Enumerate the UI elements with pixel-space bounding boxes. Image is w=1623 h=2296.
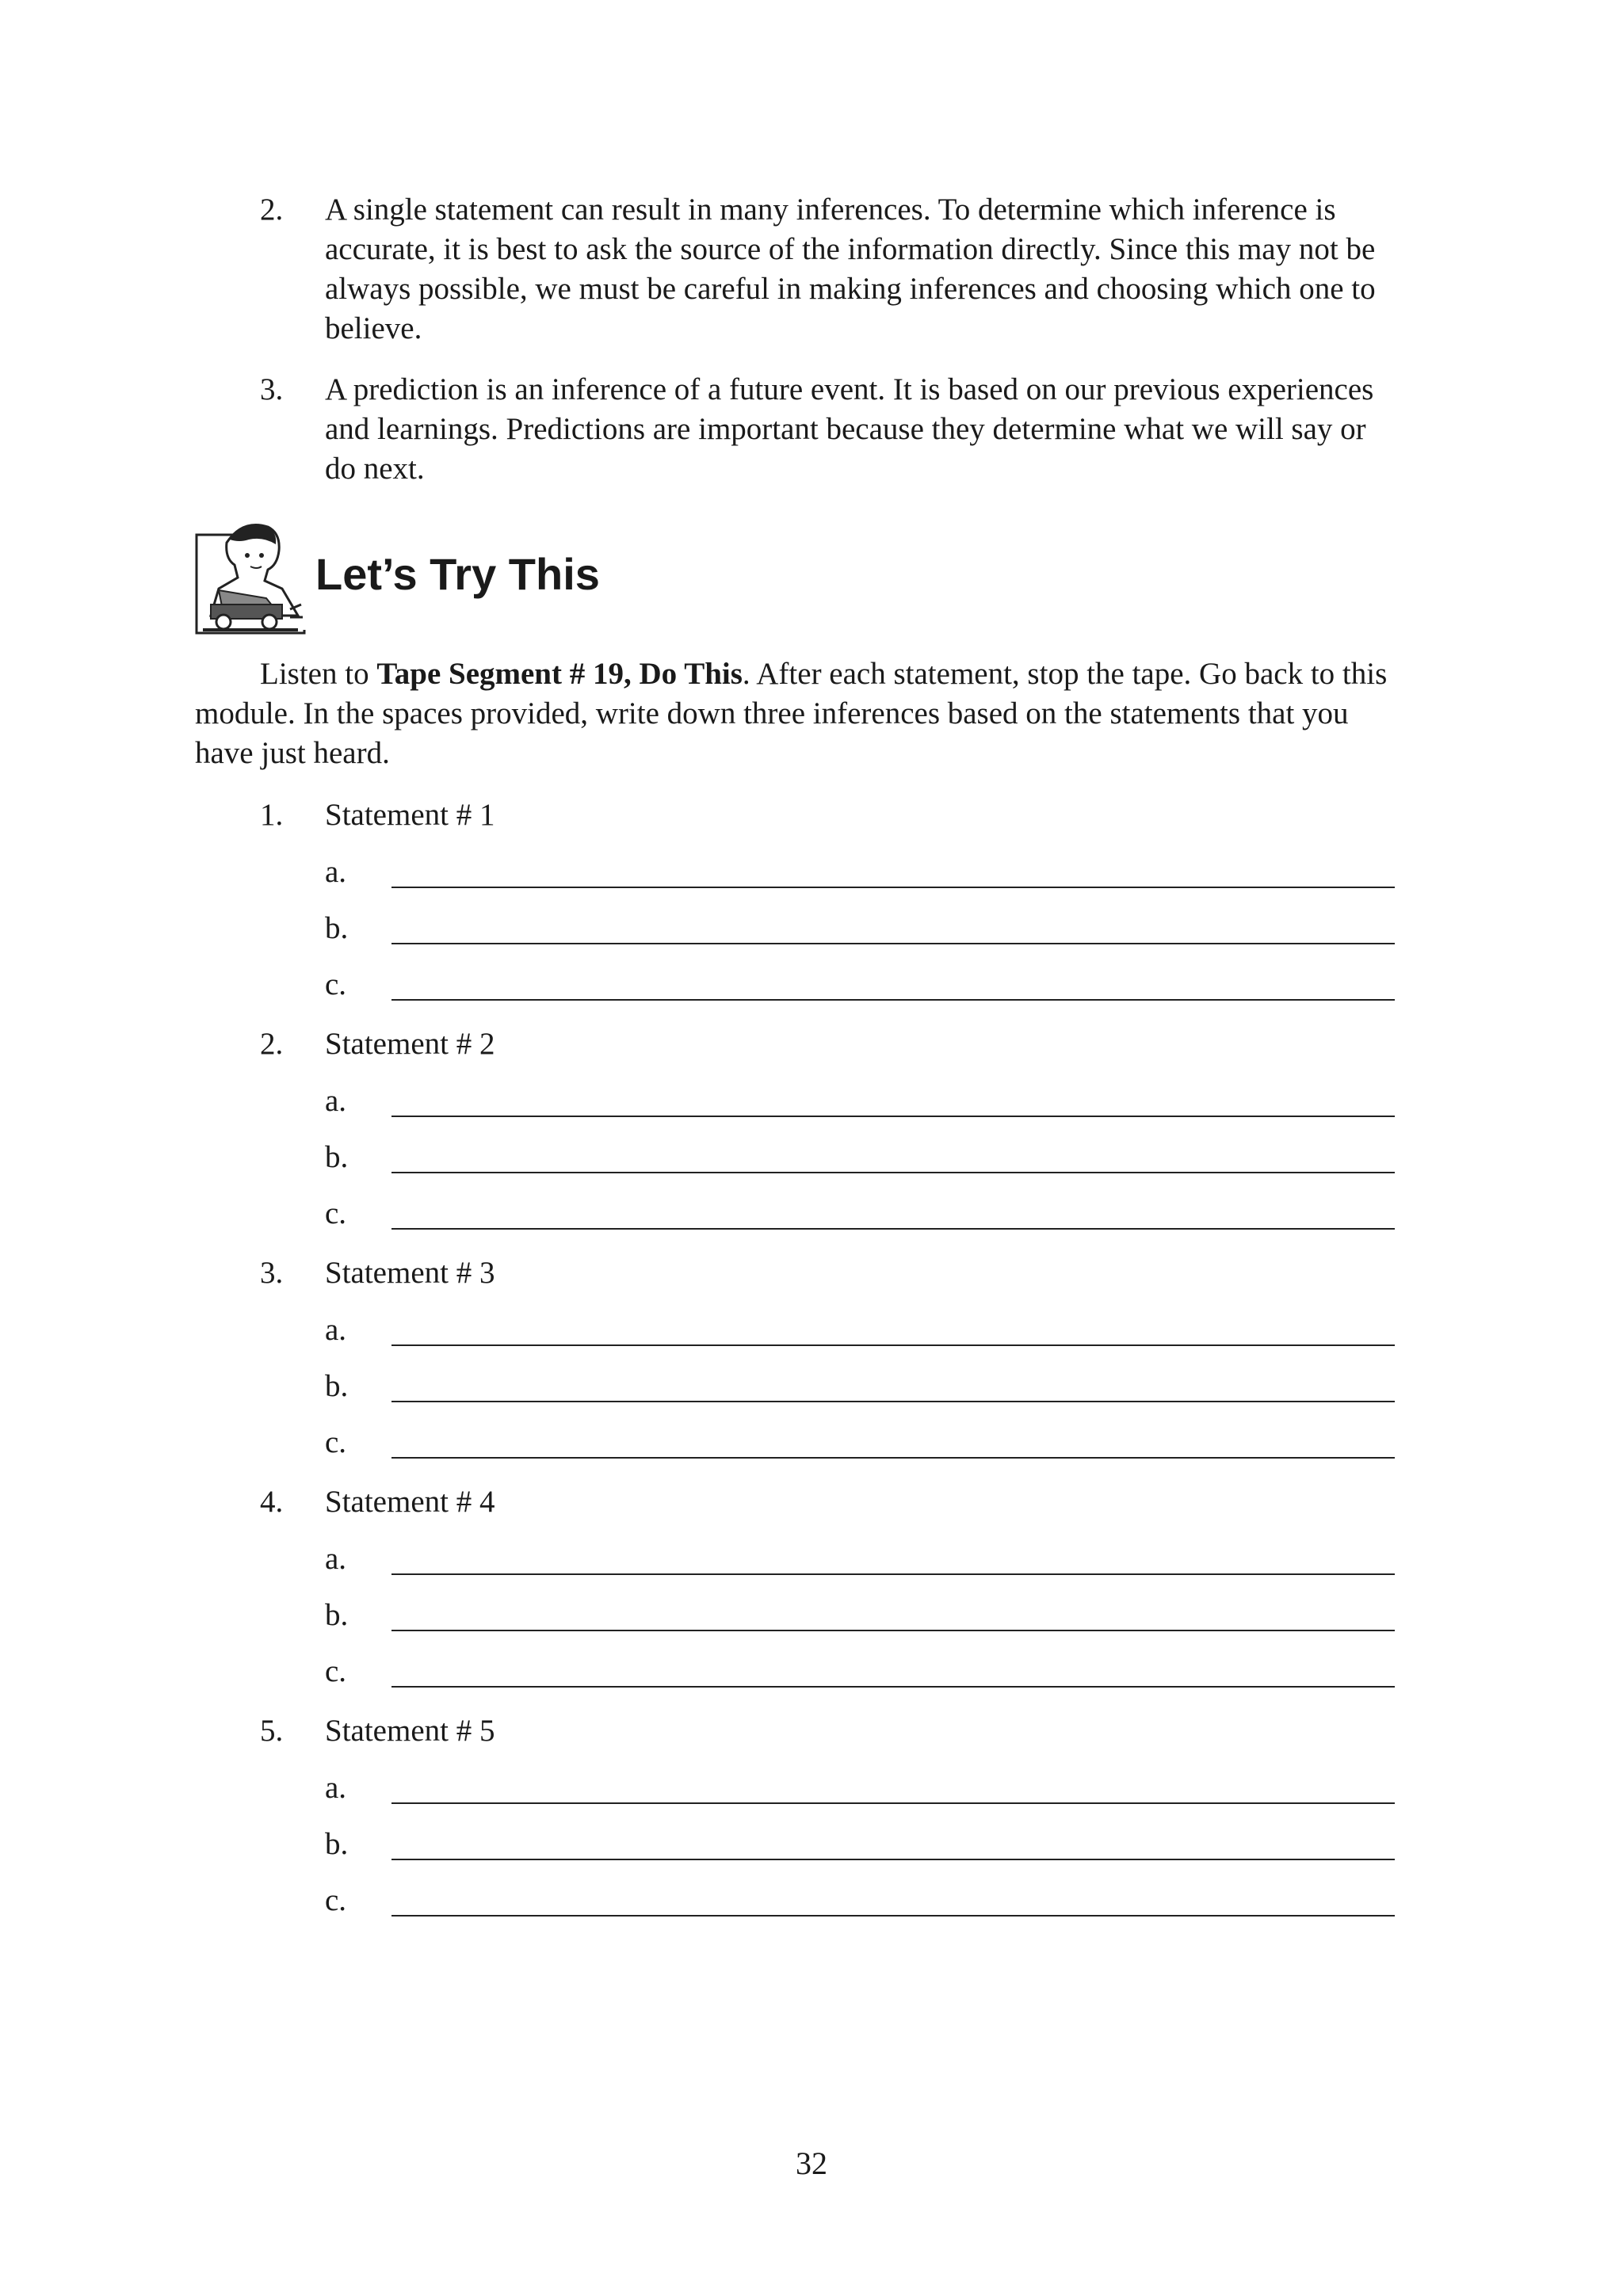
statement-label: Statement # 4 xyxy=(325,1485,495,1519)
student-with-model-car-icon xyxy=(195,511,306,636)
statement-label: Statement # 3 xyxy=(325,1256,495,1290)
statement-number: 4. xyxy=(260,1485,284,1519)
answer-letter: c. xyxy=(325,1883,347,1917)
instructions-rest: . After each statement, stop the tape. Go back to this module. In the spaces provided, write down three inferences based on the statements that you have just heard. xyxy=(195,657,1388,770)
item-text: A single statement can result in many inferences. To determine which inference is accurate, it is best to ask the source of the information directly. Since this may not be always possible, we must be careful in making inferences and choosing which one to believe. xyxy=(325,193,1376,345)
answer-line[interactable] xyxy=(325,1768,1395,1808)
answer-letter: c. xyxy=(325,1654,347,1688)
answer-letter: b. xyxy=(325,1369,349,1403)
answer-blank[interactable] xyxy=(391,887,1395,888)
answer-blank[interactable] xyxy=(391,1344,1395,1346)
answer-line[interactable] xyxy=(325,909,1395,948)
answer-blank[interactable] xyxy=(391,1686,1395,1688)
item-number: 2. xyxy=(260,193,284,227)
item-text: A prediction is an inference of a future event. It is based on our previous experiences and learnings. Predictions are important because they determine what we will say or do next. xyxy=(325,372,1374,486)
answer-letter: a. xyxy=(325,855,347,889)
answer-line[interactable] xyxy=(325,1881,1395,1920)
answer-letter: a. xyxy=(325,1542,347,1576)
tape-segment-reference: Tape Segment # 19, Do This xyxy=(376,657,743,691)
answer-line[interactable] xyxy=(325,1539,1395,1579)
statement-number: 1. xyxy=(260,798,284,832)
statement-label: Statement # 5 xyxy=(325,1714,495,1748)
answer-letter: a. xyxy=(325,1084,347,1118)
answer-blank[interactable] xyxy=(391,1630,1395,1631)
answer-letter: b. xyxy=(325,1598,349,1632)
answer-blank[interactable] xyxy=(391,1802,1395,1804)
instructions-paragraph xyxy=(195,654,1400,773)
section-title: Let’s Try This xyxy=(315,549,600,599)
answer-line[interactable] xyxy=(325,1367,1395,1406)
answer-blank[interactable] xyxy=(391,999,1395,1001)
answer-line[interactable] xyxy=(325,1825,1395,1864)
statement-number: 3. xyxy=(260,1256,284,1290)
page-number: 32 xyxy=(796,2145,827,2181)
answer-blank[interactable] xyxy=(391,1401,1395,1402)
answer-line[interactable] xyxy=(325,1081,1395,1121)
answer-line[interactable] xyxy=(325,1423,1395,1463)
answer-letter: c. xyxy=(325,1425,347,1459)
section-heading xyxy=(195,511,908,638)
list-item-3 xyxy=(260,370,1385,489)
answer-blank[interactable] xyxy=(391,1859,1395,1860)
answer-blank[interactable] xyxy=(391,1172,1395,1173)
answer-line[interactable] xyxy=(325,1310,1395,1350)
answer-blank[interactable] xyxy=(391,1573,1395,1575)
answer-line[interactable] xyxy=(325,852,1395,892)
statement-number: 2. xyxy=(260,1027,284,1061)
answer-letter: b. xyxy=(325,911,349,945)
answer-line[interactable] xyxy=(325,965,1395,1005)
item-number: 3. xyxy=(260,372,284,406)
answer-line[interactable] xyxy=(325,1652,1395,1691)
statement-number: 5. xyxy=(260,1714,284,1748)
answer-letter: a. xyxy=(325,1771,347,1805)
answer-line[interactable] xyxy=(325,1138,1395,1177)
answer-blank[interactable] xyxy=(391,1915,1395,1917)
statement-label: Statement # 1 xyxy=(325,798,495,832)
answer-blank[interactable] xyxy=(391,1457,1395,1459)
list-item-2 xyxy=(260,190,1385,349)
answer-letter: a. xyxy=(325,1313,347,1347)
answer-letter: b. xyxy=(325,1140,349,1174)
answer-blank[interactable] xyxy=(391,943,1395,944)
answer-letter: c. xyxy=(325,967,347,1001)
statement-label: Statement # 2 xyxy=(325,1027,495,1061)
instructions-lead: Listen to xyxy=(260,657,377,691)
answer-blank[interactable] xyxy=(391,1116,1395,1117)
answer-line[interactable] xyxy=(325,1194,1395,1234)
answer-letter: b. xyxy=(325,1827,349,1861)
answer-line[interactable] xyxy=(325,1596,1395,1635)
answer-letter: c. xyxy=(325,1196,347,1230)
answer-blank[interactable] xyxy=(391,1228,1395,1230)
